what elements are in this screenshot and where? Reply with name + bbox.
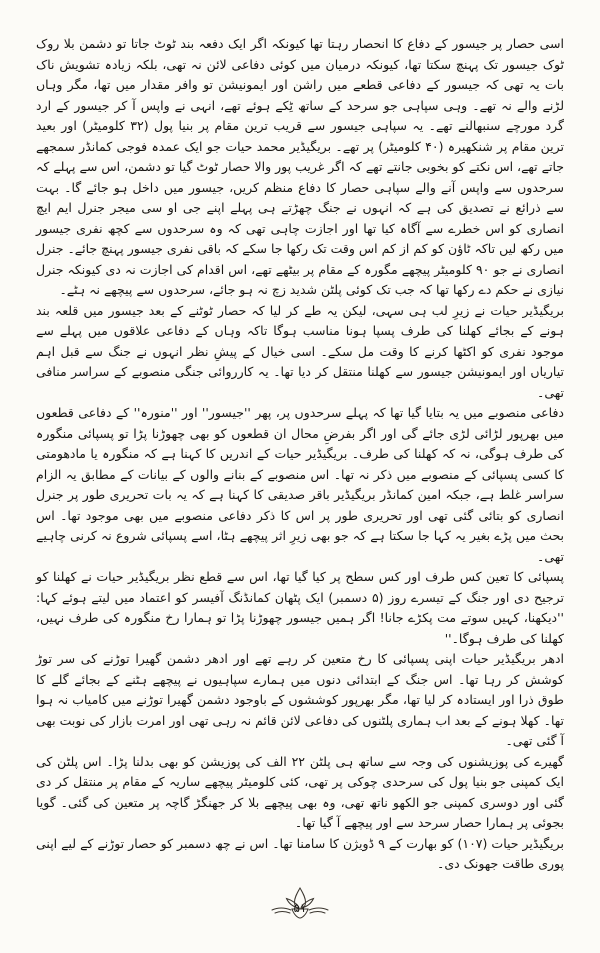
paragraph: گھیرے کی پوزیشنوں کی وجہ سے ساتھ ہی پلٹن ۲۲ الف کی پوزیشن کو بھی بدلنا پڑا۔ اس پلٹن کی ایک کمپنی جو بنیا پول کی سرحدی چوکی پر تھی، کئی کلومیٹر پیچھے ساریہ کے مقام پر منتقل کر دی گئی اور دوسری کمپنی جو الکھو ناتھ تھی، وہ بھی پیچھے بلا کر جھنگڑ گاچہ پر متعین کی گئی۔ گویا بجوئی پر ہمارا حصار سرحد سے اور پیچھے آ گیا تھا۔ bbox=[36, 753, 564, 830]
paragraph: بریگیڈیر حیات نے زیرِ لب ہی سہی، لیکن یہ طے کر لیا کہ حصار ٹوٹنے کے بعد جیسور میں قلعہ بند ہونے کے بجائے کھلنا کی طرف پسپا ہونا مناسب ہوگا تاکہ وہاں کے دفاعی علاقوں میں پہلے سے موجود نفری کو اکٹھا کرنے کا وقت مل سکے۔ اسی خیال کے پیشِ نظر انہوں نے جنگ سے قبل اہم تیاریاں اور ایمونیشن جیسور سے کھلنا منتقل کر دیا تھا۔ یہ کارروائی جنگی منصوبے کے سراسر منافی تھی۔ bbox=[36, 302, 564, 400]
paragraph: ادھر بریگیڈیر حیات اپنی پسپائی کا رخ متعین کر رہے تھے اور ادھر دشمن گھیرا توڑنے کی سر توڑ کوشش کر رہا تھا۔ اس جنگ کے ابتدائی دنوں میں ہمارے سپاہیوں نے پیچھے ہٹنے کے بجائے گلے کا طوق ذرا اور ایستادہ کر لیا تھا، مگر بھرپور کوششوں کے باوجود دشمن گھیرا توڑنے میں کامیاب نہ ہوا تھا۔ کھلا ہونے کے بعد اب ہماری پلٹنوں کی دفاعی لائن قائم نہ رہی تھی اور امرت بازار کی نوبت بھی آ گئی تھی۔ bbox=[36, 651, 564, 748]
paragraph: اسی حصار پر جیسور کے دفاع کا انحصار رہتا تھا کیونکہ اگر ایک دفعہ بند ٹوٹ جاتا تو دشمن بلا روک ٹوک جیسور تک پہنچ سکتا تھا، کیونکہ درمیان میں کوئی دفاعی لائن نہ تھی، بلکہ زیادہ تشویش ناک بات یہ تھی کہ جیسور کے دفاعی قطعے میں راشن اور ایمونیشن تو وافر مقدار میں تھا، مگر وہاں لڑنے والے نہ تھے۔ وہی سپاہی جو سرحد کے ساتھ ٹِکے ہوئے تھے، انہی نے واپس آ کر جیسور کے ارد گرد مورچے سنبھالنے تھے۔ یہ سپاہی جیسور سے قریب ترین مقام پر بنیا پول (۳۲ کلومیٹر) اور بعید ترین مقام پر شنکھیرہ (۴۰ کلومیٹر) پر تھے۔ بریگیڈیر محمد حیات جو ایک عمدہ فوجی کمانڈر سمجھے جاتے تھے، اس نکتے کو بخوبی جانتے تھے کہ اگر غریب پور والا حصار ٹوٹ گیا تو دشمن، اس سے پہلے کہ سرحدوں سے واپس آنے والے سپاہی حصار کا دفاع منظم کریں، جیسور میں داخل ہو جائے گا۔ بہت سے ذرائع نے تصدیق کی ہے کہ انہوں نے جنگ چھڑتے ہی پہلے اپنے جی او سی میجر جنرل ایم ایچ انصاری کو اس خطرے سے آگاہ کیا تھا اور اجازت چاہی تھی کہ وہ سرحدوں سے کچھ نفری جیسور میں رکھ لیں تاکہ ٹاؤن کو کم از کم اس وقت تک رکھا جا سکے کہ باقی نفری جیسور پہنچ جائے۔ جنرل انصاری نے جو ۹۰ کلومیٹر پیچھے مگورہ کے مقام پر بیٹھے تھے، اس اقدام کی اجازت نہ دی کیونکہ جنرل نیازی نے حکم دے رکھا تھا کہ جب تک کوئی پلٹن شدید زچ نہ ہو جائے، سرحدوں سے پیچھے نہ ہٹے۔ bbox=[36, 36, 564, 297]
page-number: ۵۱ bbox=[293, 901, 307, 915]
paragraph: پسپائی کا تعین کس طرف اور کس سطح پر کیا گیا تھا، اس سے قطع نظر بریگیڈیر حیات نے کھلنا کو ترجیح دی اور جنگ کے تیسرے روز (۵ دسمبر) ایک پٹھان کمانڈنگ آفیسر کو اعتماد میں لیتے ہوئے کہا: ''دیکھنا، کہیں سوتے مت پکڑے جانا! اگر ہمیں جیسور چھوڑنا پڑا تو ہمارا رخ منگورہ کی طرف نہیں، کھلنا کی طرف ہوگا۔'' bbox=[36, 569, 565, 646]
paragraph: بریگیڈیر حیات (۱۰۷) کو بھارت کے ۹ ڈویژن کا سامنا تھا۔ اس نے چھ دسمبر کو حصار توڑنے کے لیے اپنی پوری طاقت جھونک دی۔ bbox=[36, 835, 564, 871]
page-number-ornament bbox=[268, 885, 332, 925]
footer-ornament bbox=[0, 885, 600, 925]
paragraph: دفاعی منصوبے میں یہ بتایا گیا تھا کہ پہلے سرحدوں پر، پھر ''جیسور'' اور ''منورہ'' کے دفاعی قطعوں میں بھرپور لڑائی لڑی جائے گی اور اگر بفرضِ محال ان قطعوں کو بھی چھوڑنا پڑا تو پسپائی منگورہ کی طرف ہوگی، نہ کہ کھلنا کی طرف۔ بریگیڈیر حیات کے اندریں کا کہنا ہے کہ منگورہ یا مادھومتی کا کسی پسپائی کے منصوبے میں ذکر نہ تھا۔ اس منصوبے کے بنانے والوں کے بیانات کے مطابق یہ الزام سراسر غلط ہے، جبکہ امین کمانڈر بریگیڈیر باقر صدیقی کا کہنا ہے کہ یہ بات تحریری طور پر جنرل انصاری کو بتائی گئی تھی اور تحریری طور پر اس کا ذکر دفاعی منصوبے میں بھی موجود تھا۔ اس بحث میں پڑے بغیر یہ کہا جا سکتا ہے کہ جو بھی زیرِ اثر پیچھے ہٹا، اسے پسپائی شروع نہ کرنی چاہیے تھی۔ bbox=[36, 405, 564, 564]
page-text bbox=[36, 34, 564, 875]
